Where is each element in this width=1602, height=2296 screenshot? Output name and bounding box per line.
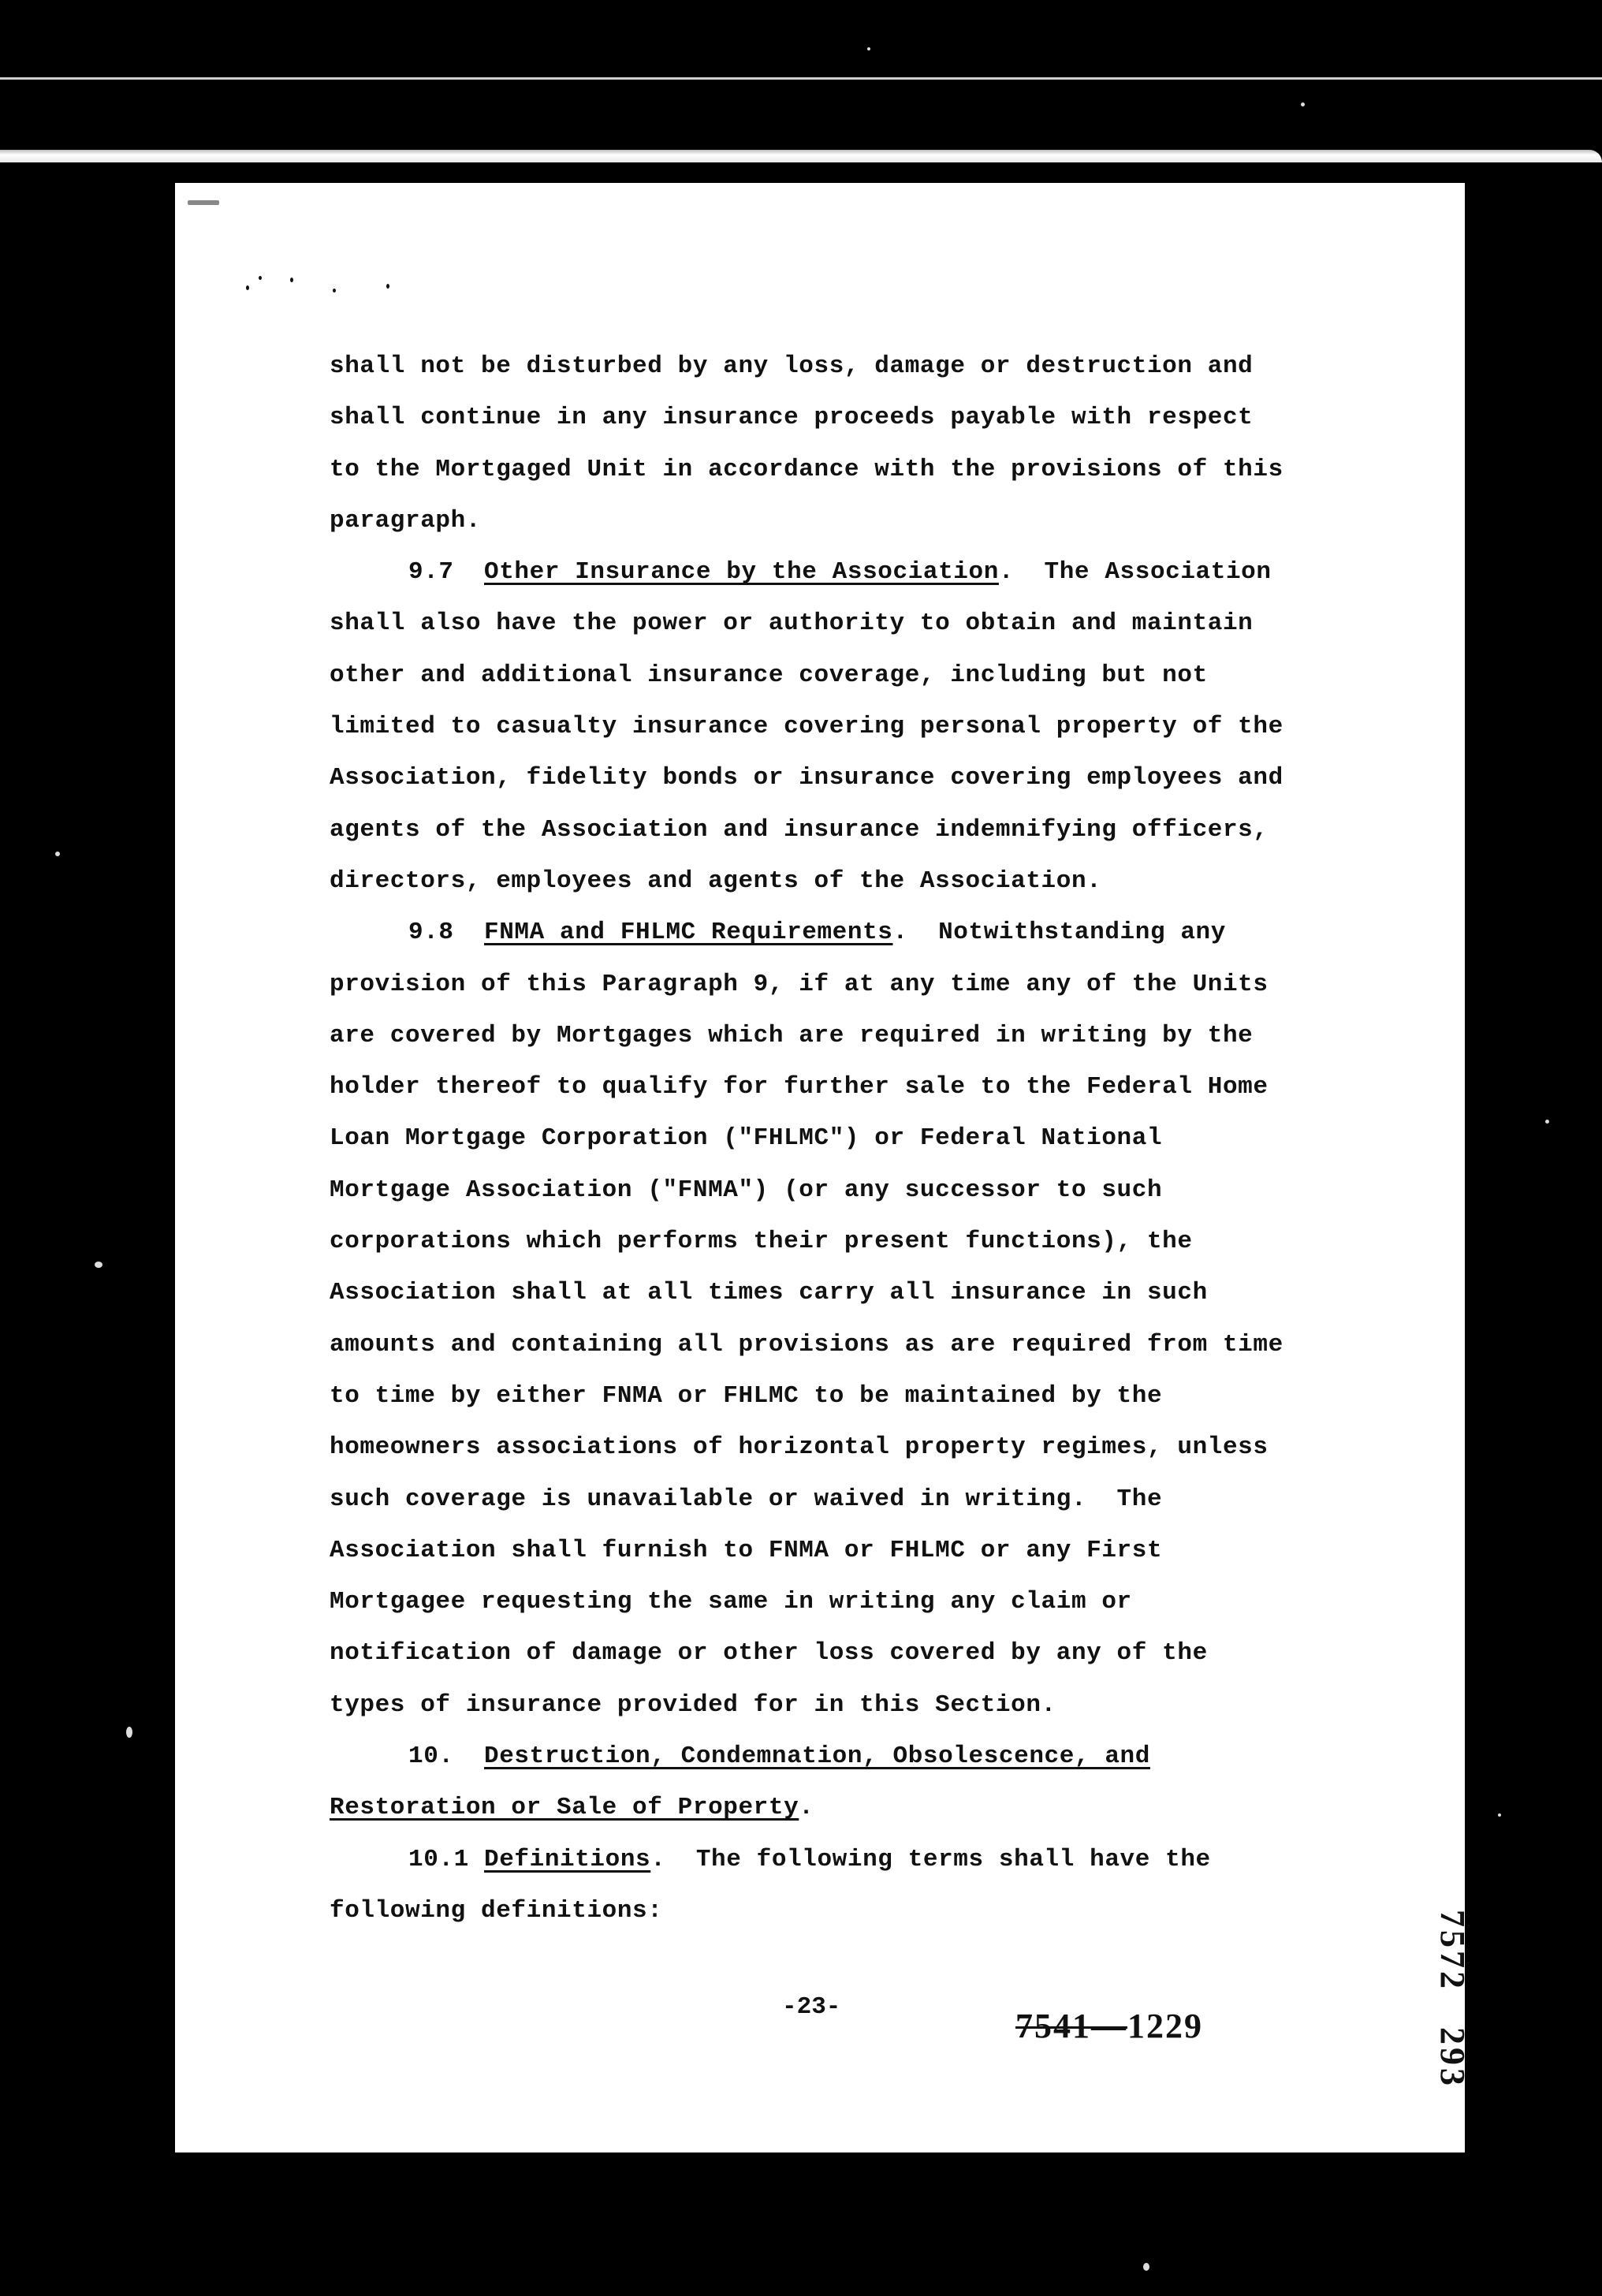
text-line: limited to casualty insurance covering personal property of the [330, 713, 1283, 741]
text-line: directors, employees and agents of the Association. [330, 867, 1102, 895]
text-line: paragraph. [330, 506, 482, 535]
text-line: Loan Mortgage Corporation ("FHLMC") or Federal National [330, 1124, 1163, 1153]
section-number: 9.7 [408, 558, 454, 587]
text-line: Mortgage Association ("FNMA") (or any successor to such [330, 1176, 1163, 1204]
text-line: notification of damage or other loss covered by any of the [330, 1639, 1208, 1668]
text-fragment: . Notwithstanding any [892, 919, 1226, 947]
section-10-heading-line-2 [330, 1782, 1496, 1833]
section-9-8-heading-line [330, 907, 1496, 958]
scan-speck [386, 284, 389, 289]
section-number: 9.8 [408, 919, 454, 947]
scan-noise [1545, 1120, 1549, 1124]
scan-noise [126, 1727, 132, 1738]
scan-speck [290, 278, 293, 282]
section-10-1-heading-line [330, 1834, 1496, 1885]
scan-noise [1301, 102, 1305, 106]
text-line: agents of the Association and insurance indemnifying officers, [330, 815, 1269, 844]
scan-noise [95, 1262, 102, 1268]
scan-speck [246, 285, 249, 290]
text-line: provision of this Paragraph 9, if at any time any of the Units [330, 970, 1269, 998]
section-heading: Restoration or Sale of Property [330, 1794, 799, 1822]
scan-speck [333, 289, 336, 293]
section-heading: Definitions [484, 1845, 651, 1873]
document-page [175, 183, 1472, 2152]
text-line: to time by either FNMA or FHLMC to be maintained by the [330, 1381, 1163, 1410]
text-line: shall continue in any insurance proceeds payable with respect [330, 404, 1254, 432]
scan-noise [867, 47, 870, 50]
book-page-reference [1015, 2006, 1203, 2046]
text-line: holder thereof to qualify for further sale to the Federal Home [330, 1073, 1269, 1101]
page-number: -23- [782, 1993, 841, 2021]
text-line: Association, fidelity bonds or insurance covering employees and [330, 764, 1283, 792]
section-10-heading-line [330, 1731, 1496, 1782]
text-line: Association shall at all times carry all insurance in such [330, 1279, 1208, 1307]
text-line: such coverage is unavailable or waived in writing. The [330, 1485, 1163, 1513]
text-fragment: . The following terms shall have the [650, 1845, 1211, 1873]
scan-noise [1498, 1813, 1501, 1817]
text-line: homeowners associations of horizontal property regimes, unless [330, 1433, 1269, 1462]
section-heading: Destruction, Condemnation, Obsolescence, and [484, 1742, 1150, 1771]
text-line: following definitions: [330, 1896, 663, 1925]
section-heading: FNMA and FHLMC Requirements [484, 919, 893, 947]
reference-page-number: 1229 [1127, 2007, 1203, 2045]
text-line: amounts and containing all provisions as are required from time [330, 1330, 1283, 1359]
book-page-stamp: 7572 293 [1433, 1910, 1472, 2089]
text-line: shall also have the power or authority to obtain and maintain [330, 609, 1254, 638]
section-number: 10.1 [408, 1845, 469, 1873]
scan-speck [188, 200, 219, 205]
section-number: 10. [408, 1742, 454, 1771]
section-9-7-heading-line [330, 546, 1496, 598]
text-fragment: . [799, 1794, 814, 1822]
text-line: are covered by Mortgages which are required in writing by the [330, 1021, 1254, 1049]
scan-noise [55, 852, 60, 856]
section-heading: Other Insurance by the Association [484, 558, 999, 587]
struck-book-number: 7541— [1015, 2007, 1127, 2045]
text-line: Association shall furnish to FNMA or FHLMC or any First [330, 1536, 1163, 1564]
scan-edge-line [0, 77, 1602, 80]
text-line: corporations which performs their present functions), the [330, 1228, 1193, 1256]
text-fragment: . The Association [998, 558, 1272, 587]
body-text [330, 341, 1496, 1936]
text-line: to the Mortgaged Unit in accordance with the provisions of this [330, 455, 1283, 483]
scan-speck [259, 276, 262, 280]
text-line: shall not be disturbed by any loss, damage or destruction and [330, 352, 1254, 380]
text-line: types of insurance provided for in this Section. [330, 1690, 1056, 1719]
text-line: other and additional insurance coverage, including but not [330, 661, 1208, 689]
text-line: Mortgagee requesting the same in writing any claim or [330, 1588, 1132, 1616]
scan-paper-edge [0, 150, 1602, 162]
scan-noise [1143, 2263, 1149, 2271]
